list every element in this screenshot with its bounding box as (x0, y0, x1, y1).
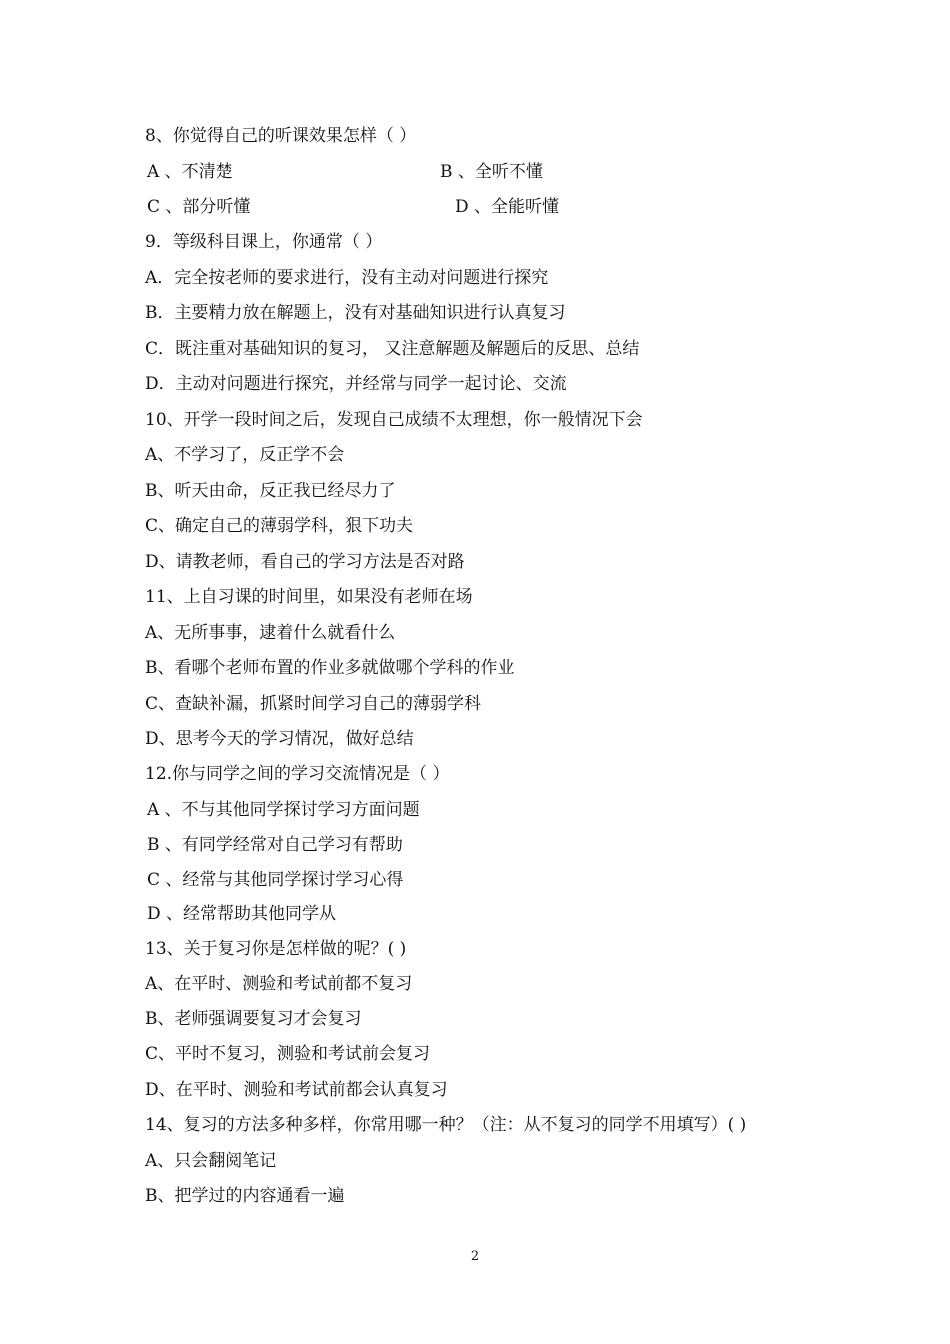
question-13: 13、关于复习你是怎样做的呢？( ) (145, 939, 407, 959)
q14-option-b: B、把学过的内容通看一遍 (145, 1186, 345, 1206)
q8-option-c: C 、部分听懂 (147, 197, 251, 217)
q11-option-b: B、看哪个老师布置的作业多就做哪个学科的作业 (145, 658, 515, 678)
q14-option-a: A、只会翻阅笔记 (145, 1151, 277, 1171)
q8-option-b: B 、全听不懂 (440, 162, 543, 182)
q8-option-a: A 、不清楚 (147, 162, 233, 182)
q10-option-a: A、不学习了，反正学不会 (145, 445, 345, 465)
q11-option-a: A、无所事事，逮着什么就看什么 (145, 623, 396, 643)
q10-option-b: B、听天由命，反正我已经尽力了 (145, 481, 396, 501)
q9-option-b: B．主要精力放在解题上，没有对基础知识进行认真复习 (145, 303, 566, 323)
q11-option-d: D、思考今天的学习情况，做好总结 (145, 729, 414, 749)
question-9: 9．等级科目课上，你通常（ ） (145, 232, 383, 252)
q13-option-b: B、老师强调要复习才会复习 (145, 1009, 362, 1029)
q8-option-d: D 、全能听懂 (455, 197, 560, 217)
page-number: 2 (470, 1249, 480, 1264)
q13-option-d: D、在平时、测验和考试前都会认真复习 (145, 1080, 448, 1100)
q9-option-a: A．完全按老师的要求进行，没有主动对问题进行探究 (145, 268, 549, 288)
q13-option-c: C、平时不复习，测验和考试前会复习 (145, 1044, 431, 1064)
question-10: 10、开学一段时间之后，发现自己成绩不太理想，你一般情况下会 (145, 410, 643, 430)
question-12: 12.你与同学之间的学习交流情况是（ ） (145, 764, 450, 784)
q11-option-c: C、查缺补漏，抓紧时间学习自己的薄弱学科 (145, 694, 482, 714)
question-8: 8、你觉得自己的听课效果怎样（ ） (145, 126, 417, 146)
question-11: 11、上自习课的时间里，如果没有老师在场 (145, 587, 473, 607)
q10-option-d: D、请教老师，看自己的学习方法是否对路 (145, 552, 465, 572)
question-14: 14、复习的方法多种多样，你常用哪一种？（注：从不复习的同学不用填写）( ) (145, 1115, 747, 1135)
q12-option-a: A 、不与其他同学探讨学习方面问题 (147, 800, 420, 820)
q12-option-d: D 、经常帮助其他同学从 (147, 904, 337, 924)
q12-option-b: B 、有同学经常对自己学习有帮助 (147, 835, 403, 855)
q13-option-a: A、在平时、测验和考试前都不复习 (145, 974, 413, 994)
q9-option-d: D．主动对问题进行探究，并经常与同学一起讨论、交流 (145, 374, 567, 394)
q10-option-c: C、确定自己的薄弱学科，狠下功夫 (145, 516, 414, 536)
q9-option-c: C．既注重对基础知识的复习， 又注意解题及解题后的反思、总结 (145, 339, 640, 359)
q12-option-c: C 、经常与其他同学探讨学习心得 (147, 870, 404, 890)
